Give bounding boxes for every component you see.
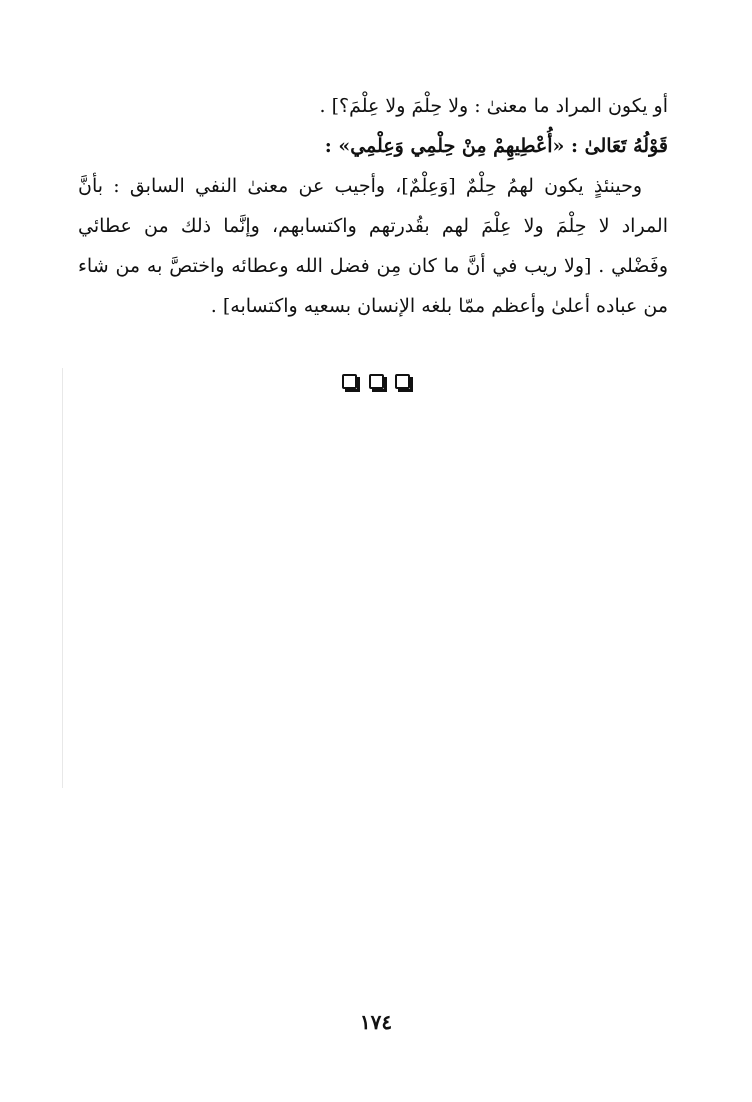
margin-shadow-line xyxy=(62,368,63,788)
section-separator xyxy=(0,374,752,393)
text-line-3: وحينئذٍ يكون لهمُ حِلْمٌ [وَعِلْمٌ]، وأجيب عن معنىٰ النفي السابق : بأنَّ xyxy=(78,175,642,197)
text-line-6: من عباده أعلىٰ وأعظم ممّا بلغه الإنسان بسعيه واكتسابه] . xyxy=(210,295,668,317)
heading-verse-line: قَوْلُهُ تَعَالىٰ : «أُعْطِيهِمْ مِنْ حِلْمِي وَعِلْمِي» : xyxy=(324,135,668,157)
separator-box-icon xyxy=(395,374,410,389)
text-line-5: وفَضْلي . [ولا ريب في أنَّ ما كان مِن فضل الله وعطائه واختصَّ به من شاء xyxy=(78,255,668,277)
text-block xyxy=(78,86,668,326)
separator-box-icon xyxy=(342,374,357,389)
page-number: ١٧٤ xyxy=(359,1010,393,1034)
text-line-4: المراد لا حِلْمَ ولا عِلْمَ لهم بقُدرتهم واكتسابهم، وإنَّما ذلك من عطائي xyxy=(78,215,668,237)
separator-box-icon xyxy=(369,374,384,389)
text-line-1: أو يكون المراد ما معنىٰ : ولا حِلْمَ ولا عِلْمَ؟] . xyxy=(319,95,668,117)
